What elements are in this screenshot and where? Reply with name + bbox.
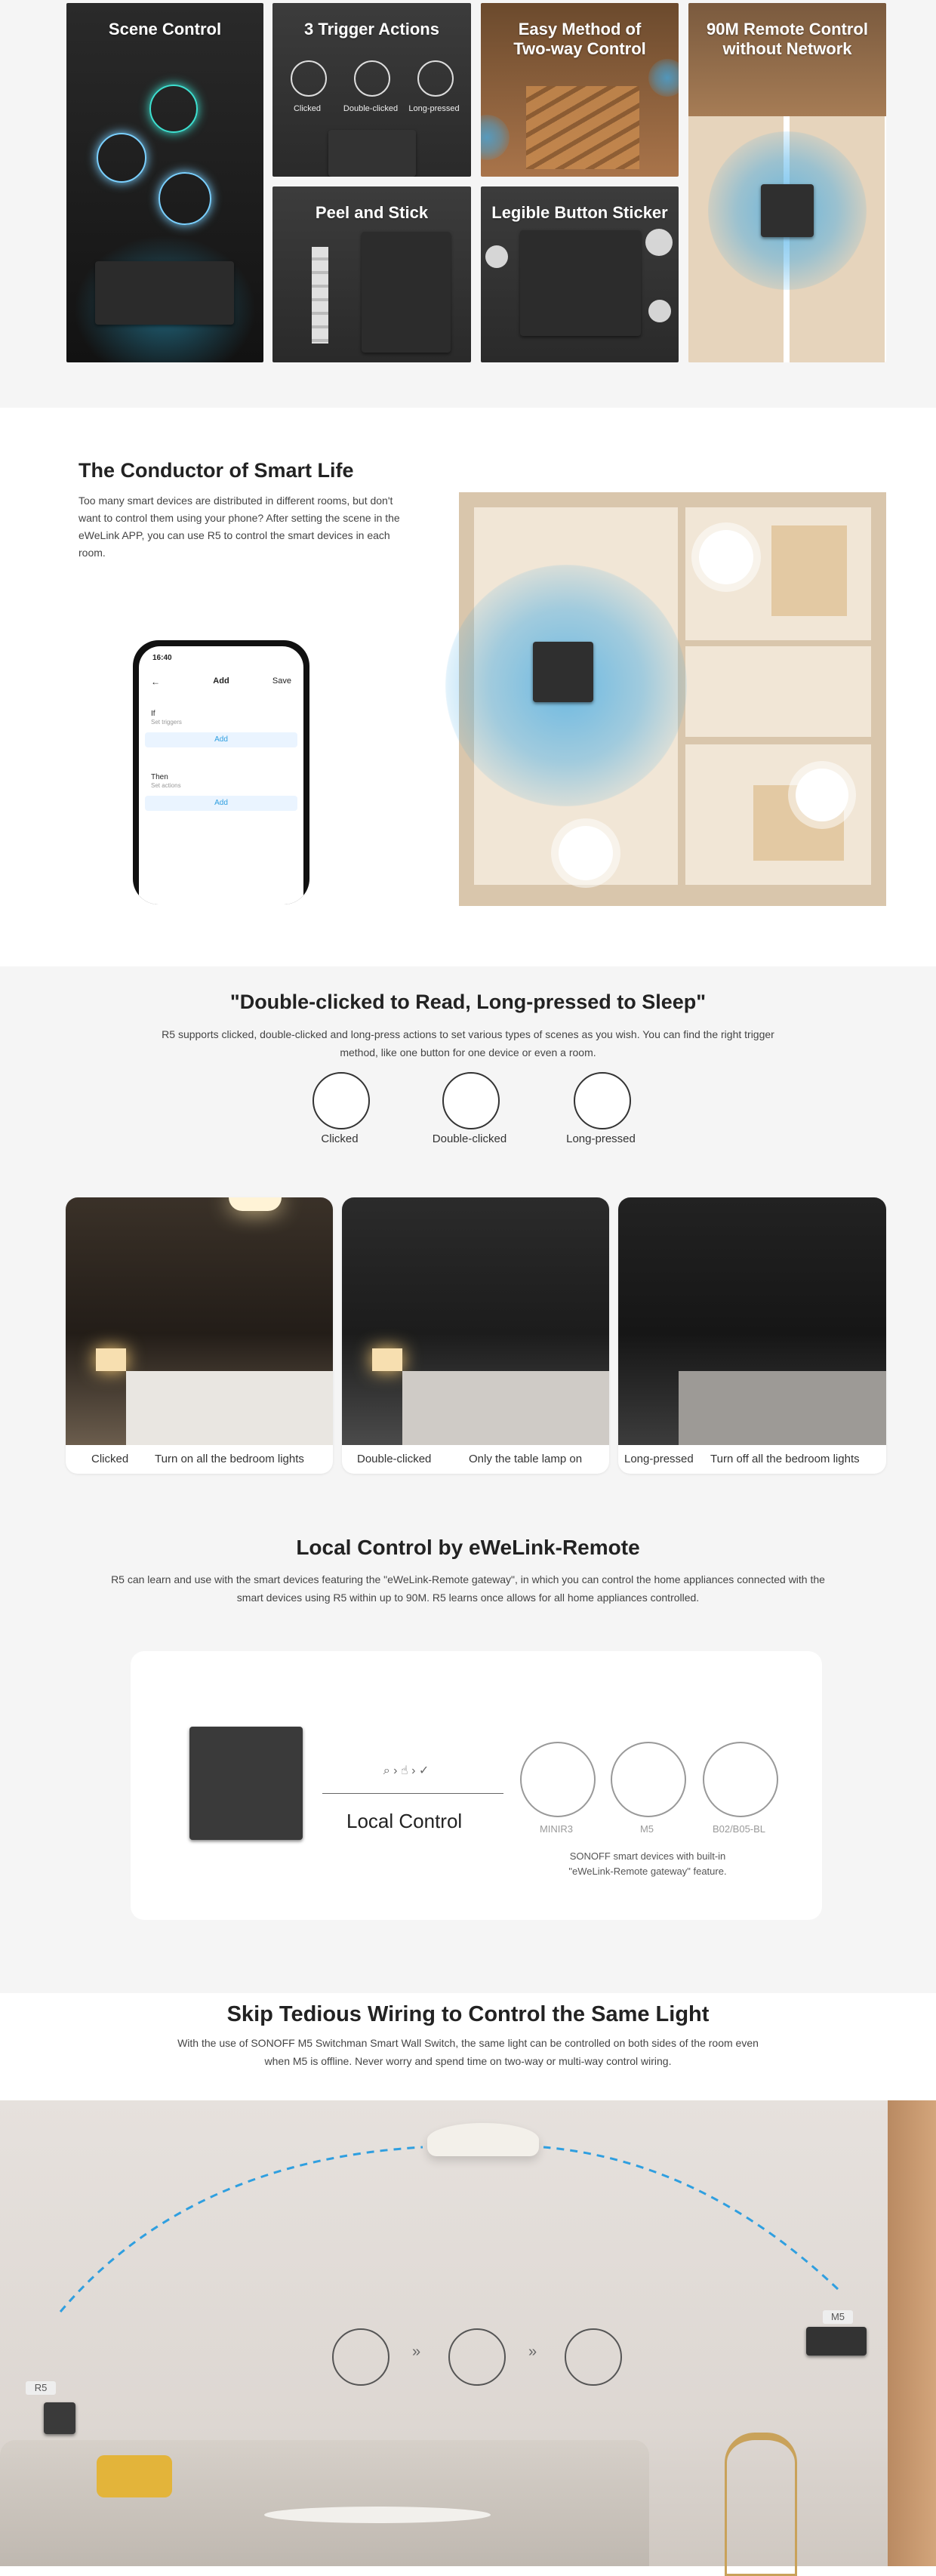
blind-icon	[149, 85, 198, 133]
r5-switch-image	[189, 1727, 303, 1840]
side-table-image	[725, 2433, 797, 2576]
floor-plan-image	[459, 492, 886, 906]
switch-image	[520, 230, 641, 336]
scene-action: Long-pressed	[624, 1453, 694, 1465]
arrow-m5-to-lamp	[543, 2147, 838, 2289]
scene-result: Only the table lamp on	[469, 1453, 583, 1465]
section-title: Skip Tedious Wiring to Control the Same Light	[226, 2002, 710, 2026]
trigger-section	[0, 966, 936, 1510]
r5-switch-image	[95, 261, 234, 325]
tile-two-way-control	[481, 3, 679, 177]
switch-icon	[159, 172, 211, 225]
r5-tag: R5	[26, 2381, 56, 2395]
section-body: Too many smart devices are distributed in different rooms, but don't want to control them using your phone? After setting the scene in the eWeLink APP, you can use R5 to control the smart devices in each room.	[79, 495, 400, 559]
if-label: If	[151, 710, 155, 718]
feature-tiles-section	[0, 0, 936, 408]
sticker-icon	[648, 300, 671, 322]
double-click-icon	[442, 1072, 500, 1129]
bulb-icon	[796, 769, 848, 821]
sticker-icon	[485, 245, 508, 268]
section-title: "Double-clicked to Read, Long-pressed to Sleep"	[229, 991, 707, 1013]
long-press-icon	[417, 60, 454, 97]
local-control-card	[131, 1651, 822, 1920]
r5-switch-image	[44, 2402, 75, 2434]
app-header: Add	[213, 676, 229, 686]
if-sub: Set triggers	[151, 719, 182, 726]
bulb-icon	[97, 133, 146, 183]
m5-icon	[565, 2328, 622, 2386]
scene-card	[342, 1197, 609, 1474]
device-label: B02/B05-BL	[712, 1823, 766, 1835]
scene-result: Turn on all the bedroom lights	[155, 1453, 304, 1465]
long-press-icon	[574, 1072, 631, 1129]
r5-switch-image	[533, 642, 593, 702]
section-body: With the use of SONOFF M5 Switchman Smart Wall Switch, the same light can be controlled on both sides of the room even when M5 is offline. Never worry and spend time on two-way or multi-way control wiring.	[177, 2037, 759, 2067]
conductor-section	[0, 408, 936, 966]
device-note: SONOFF smart devices with built-in "eWeLink-Remote gateway" feature.	[568, 1850, 727, 1877]
action-label: Double-clicked	[432, 1132, 507, 1145]
skip-wiring-section	[0, 1993, 936, 2566]
bridge-icon	[699, 530, 753, 584]
cushion-image	[97, 2455, 172, 2497]
switch-image	[328, 130, 416, 177]
staircase-image	[526, 86, 639, 169]
save-button[interactable]: Save	[272, 676, 291, 686]
scene-card	[618, 1197, 886, 1474]
arrow-r5-to-lamp	[60, 2147, 423, 2312]
scene-card	[66, 1197, 333, 1474]
flow-icons: ⌕ › ☝ › ✓	[383, 1764, 430, 1777]
living-room-image	[0, 2100, 936, 2566]
tile-peel-stick	[272, 186, 471, 362]
m5-icon	[611, 1742, 686, 1817]
bulb-icon	[703, 1742, 778, 1817]
scene-action: Double-clicked	[357, 1453, 432, 1465]
phone-mockup	[133, 640, 309, 904]
then-label: Then	[151, 773, 168, 781]
back-icon[interactable]: ←	[151, 676, 160, 687]
add-action-button[interactable]: Add	[145, 796, 297, 811]
minir3-icon	[520, 1742, 596, 1817]
sticker-icon	[645, 229, 673, 256]
scene-action: Clicked	[91, 1453, 129, 1465]
control-arrows	[53, 2131, 853, 2327]
led-strip-icon	[559, 826, 613, 880]
action-label: Clicked	[321, 1132, 359, 1145]
device-label: M5	[639, 1823, 654, 1835]
tile-legible-sticker	[481, 186, 679, 362]
action-label: Long-pressed	[566, 1132, 636, 1145]
section-body: R5 supports clicked, double-clicked and long-press actions to set various types of scenes as you wish. You can find the right trigger method, like one button for one device or even a room.	[162, 1028, 774, 1058]
double-click-icon	[354, 60, 390, 97]
tile-remote-control	[688, 3, 886, 362]
status-time: 16:40	[152, 654, 172, 662]
section-title: The Conductor of Smart Life	[79, 459, 354, 482]
local-control-label: Local Control	[346, 1810, 463, 1832]
chevron-icon: »	[528, 2343, 537, 2360]
switch-image	[362, 232, 451, 353]
tile-scene-control	[66, 3, 263, 362]
trigger-label: Double-clicked	[343, 104, 399, 113]
click-icon	[291, 60, 327, 97]
then-sub: Set actions	[151, 782, 181, 789]
scene-result: Turn off all the bedroom lights	[710, 1453, 860, 1465]
trigger-label: Long-pressed	[408, 104, 460, 113]
tile-title: Peel and Stick	[315, 203, 429, 222]
switch-press-icon	[448, 2328, 506, 2386]
m5-switch-image	[806, 2327, 867, 2356]
click-icon	[313, 1072, 370, 1129]
trigger-label: Clicked	[293, 104, 322, 113]
m5-tag: M5	[823, 2310, 853, 2324]
tile-title: 90M Remote Control without Network	[707, 20, 868, 58]
r5-switch-image	[761, 184, 814, 237]
hub-icon	[332, 2328, 389, 2386]
tile-title: Easy Method of Two-way Control	[513, 20, 646, 58]
flow-line	[322, 1793, 503, 1794]
coffee-table-image	[264, 2507, 491, 2523]
local-control-section	[0, 1510, 936, 1993]
device-label: MINIR3	[539, 1823, 574, 1835]
adhesive-strip-image	[312, 247, 328, 344]
tile-title: Scene Control	[108, 20, 222, 39]
tile-trigger-actions	[272, 3, 471, 177]
section-title: Local Control by eWeLink-Remote	[296, 1536, 640, 1559]
section-body: R5 can learn and use with the smart devices featuring the "eWeLink-Remote gateway", in which you can control the home appliances connected with the smart devices using R5 within up to 90M. R5 learns once allows for all home appliances controlled.	[111, 1573, 825, 1604]
chevron-icon: »	[412, 2343, 421, 2360]
add-trigger-button[interactable]: Add	[145, 732, 297, 747]
tile-title: 3 Trigger Actions	[304, 20, 439, 39]
door-image	[888, 2100, 936, 2566]
tile-title: Legible Button Sticker	[491, 203, 668, 222]
